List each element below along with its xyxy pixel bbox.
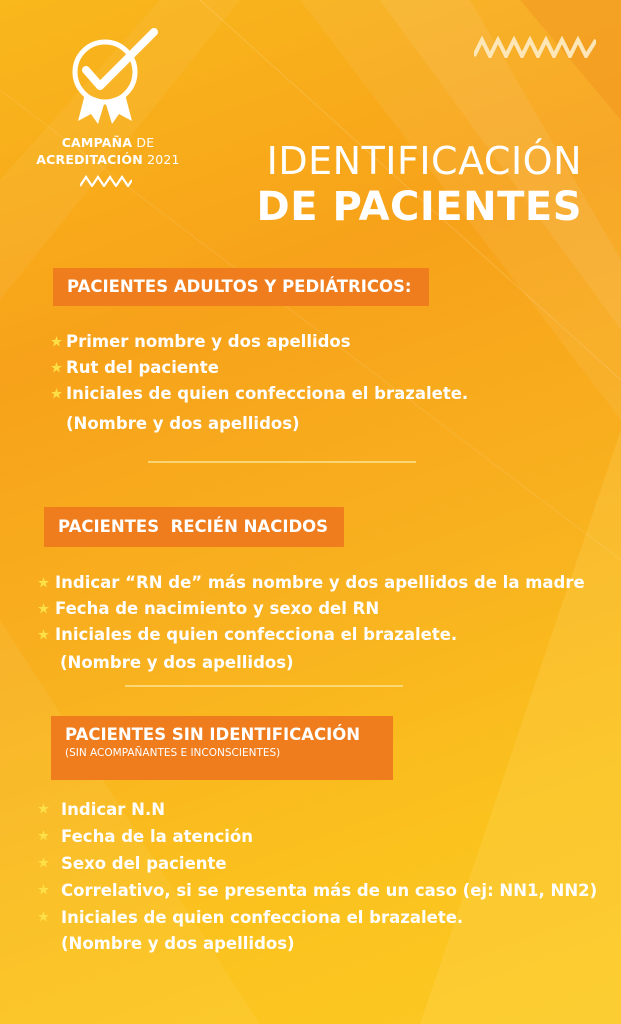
divider xyxy=(148,461,416,463)
star-bullet-icon xyxy=(38,911,49,922)
section-header-sin-identificacion xyxy=(51,716,393,780)
list-item: Correlativo, si se presenta más de un caso (ej: NN1, NN2) xyxy=(38,878,597,905)
list-item: Fecha de nacimiento y sexo del RN xyxy=(38,597,585,623)
logo-zigzag-icon xyxy=(474,36,596,58)
section-header-recien-nacidos: PACIENTES RECIÉN NACIDOS xyxy=(44,507,344,547)
list-recien-nacidos xyxy=(38,571,585,649)
star-bullet-icon xyxy=(51,336,62,347)
title-line-1: IDENTIFICACIÓN xyxy=(266,139,582,183)
section-header-adultos: PACIENTES ADULTOS Y PEDIÁTRICOS: xyxy=(53,268,429,306)
checkmark-seal-icon xyxy=(58,26,168,126)
list-item: Fecha de la atención xyxy=(38,824,597,851)
list-adultos xyxy=(51,330,468,408)
campaign-label: CAMPAÑA DE ACREDITACIÓN 2021 xyxy=(36,135,180,167)
list-item: Iniciales de quien confecciona el brazalete. xyxy=(38,623,585,649)
star-bullet-icon xyxy=(51,388,62,399)
page-title xyxy=(150,138,582,230)
divider xyxy=(125,685,403,687)
list-note-recien-nacidos: (Nombre y dos apellidos) xyxy=(60,653,294,672)
list-item: Primer nombre y dos apellidos xyxy=(51,330,468,356)
list-item: Indicar “RN de” más nombre y dos apellidos de la madre xyxy=(38,571,585,597)
star-bullet-icon xyxy=(51,362,62,373)
zigzag-mark-icon xyxy=(80,175,132,187)
list-item: Sexo del paciente xyxy=(38,851,597,878)
list-note-sin-identificacion: (Nombre y dos apellidos) xyxy=(61,934,295,953)
list-item: Iniciales de quien confecciona el brazalete. xyxy=(51,382,468,408)
star-bullet-icon xyxy=(38,803,49,814)
list-note-adultos: (Nombre y dos apellidos) xyxy=(66,414,300,433)
list-item: Indicar N.N xyxy=(38,797,597,824)
list-item: Iniciales de quien confecciona el brazalete. xyxy=(38,905,597,932)
star-bullet-icon xyxy=(38,830,49,841)
title-line-2: DE PACIENTES xyxy=(256,184,582,230)
list-sin-identificacion xyxy=(38,797,597,932)
list-item: Rut del paciente xyxy=(51,356,468,382)
section-header-subtitle: (SIN ACOMPAÑANTES E INCONSCIENTES) xyxy=(65,747,281,759)
star-bullet-icon xyxy=(38,857,49,868)
star-bullet-icon xyxy=(38,603,49,614)
star-bullet-icon xyxy=(38,884,49,895)
star-bullet-icon xyxy=(38,577,49,588)
section-header-title: PACIENTES SIN IDENTIFICACIÓN xyxy=(65,725,361,744)
star-bullet-icon xyxy=(38,629,49,640)
